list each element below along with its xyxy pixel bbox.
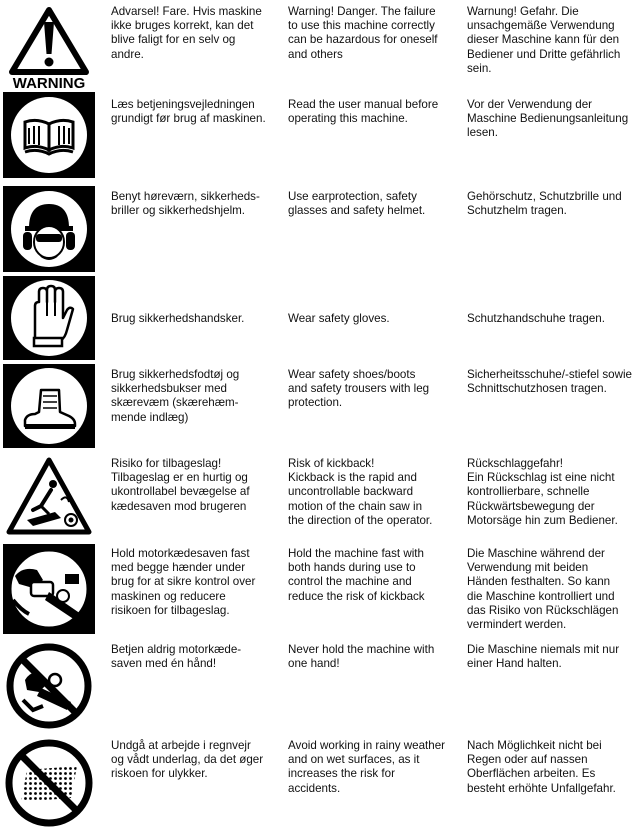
helmet-earmuffs-glasses-icon	[3, 186, 95, 272]
no-one-hand-icon	[3, 640, 95, 732]
no-rain-icon	[3, 736, 95, 830]
text-german: Die Maschine niemals mit nur einer Hand halten.	[467, 643, 620, 671]
text-english: Avoid working in rainy weather and on wet surfaces, as it increases the risk for accidents.	[288, 739, 446, 795]
text-german: Rückschlaggefahr! Ein Rückschlag ist eine nicht kontrollierbare, schnelle Rückwärtsbewegung der Motorsäge hin zum Bediener.	[467, 457, 618, 527]
text-danish: Læs betjeningsvejledningen grundigt før brug af maskinen.	[111, 98, 266, 126]
text-german: Sicherheitsschuhe/-stiefel sowie Schnittschutzhosen tragen.	[467, 368, 632, 396]
safety-gloves-icon	[3, 276, 95, 360]
row-warning	[0, 0, 643, 92]
text-english: Wear safety shoes/boots and safety trousers with leg protection.	[288, 368, 430, 410]
text-english: Risk of kickback! Kickback is the rapid and uncontrollable backward motion of the chain saw in the direction of the operator.	[288, 457, 433, 527]
text-danish: Hold motorkædesaven fast med begge hænder under brug for at sikre kontrol over maskinen og reducere risikoen for tilbageslag.	[111, 547, 256, 617]
row-two-hands	[0, 542, 643, 638]
text-english: Use earprotection, safety glasses and safety helmet.	[288, 190, 426, 218]
row-one-hand	[0, 638, 643, 734]
text-english: Never hold the machine with one hand!	[288, 643, 435, 671]
text-german: Gehörschutz, Schutzbrille und Schutzhelm tragen.	[467, 190, 622, 218]
text-danish: Betjen aldrig motorkæde- saven med én hånd!	[111, 643, 242, 671]
warning-icon-label: WARNING	[12, 75, 86, 90]
row-kickback	[0, 452, 643, 542]
text-english: Read the user manual before operating this machine.	[288, 98, 439, 126]
text-danish: Risiko for tilbageslag! Tilbageslag er en hurtig og ukontrollabel bevægelse af kædesaven mod brugeren	[111, 457, 250, 513]
read-manual-icon	[3, 92, 95, 178]
text-english: Hold the machine fast with both hands during use to control the machine and reduce the risk of kickback	[288, 547, 425, 603]
row-manual	[0, 92, 643, 184]
text-danish: Benyt høreværn, sikkerheds- briller og sikkerhedshjelm.	[111, 190, 260, 218]
two-hand-grip-icon	[3, 544, 95, 634]
text-danish: Brug sikkerhedshandsker.	[111, 312, 245, 325]
text-german: Die Maschine während der Verwendung mit beiden Händen festhalten. So kann die Maschine kontrolliert und das Risiko von Rückschlägen vermindert werden.	[467, 547, 619, 632]
row-gloves	[0, 274, 643, 362]
row-rain	[0, 734, 643, 832]
safety-boot-icon	[3, 364, 95, 448]
text-german: Nach Möglichkeit nicht bei Regen oder auf nassen Oberflächen arbeiten. Es besteht erhöhte Unfallgefahr.	[467, 739, 616, 795]
text-danish: Brug sikkerhedsfodtøj og sikkerhedsbukser med skærevæm (skærehæm- mende indlæg)	[111, 368, 240, 424]
text-danish: Advarsel! Fare. Hvis maskine ikke bruges korrekt, kan det blive faligt for en selv og andre.	[111, 5, 262, 61]
text-english: Warning! Danger. The failure to use this machine correctly can be hazardous for oneself and others	[288, 5, 438, 61]
kickback-warning-icon	[3, 454, 95, 538]
text-german: Warnung! Gefahr. Die unsachgemäße Verwendung dieser Maschine kann für den Bediener und Dritte gefährlich sein.	[467, 5, 621, 75]
text-danish: Undgå at arbejde i regnvejr og vådt underlag, da det øger riskoen for ulykker.	[111, 739, 264, 781]
text-german: Schutzhandschuhe tragen.	[467, 312, 605, 325]
text-english: Wear safety gloves.	[288, 312, 390, 325]
text-german: Vor der Verwendung der Maschine Bedienungsanleitung lesen.	[467, 98, 629, 140]
warning-triangle-icon	[3, 4, 95, 90]
row-ppe-head	[0, 184, 643, 274]
row-boots	[0, 362, 643, 452]
